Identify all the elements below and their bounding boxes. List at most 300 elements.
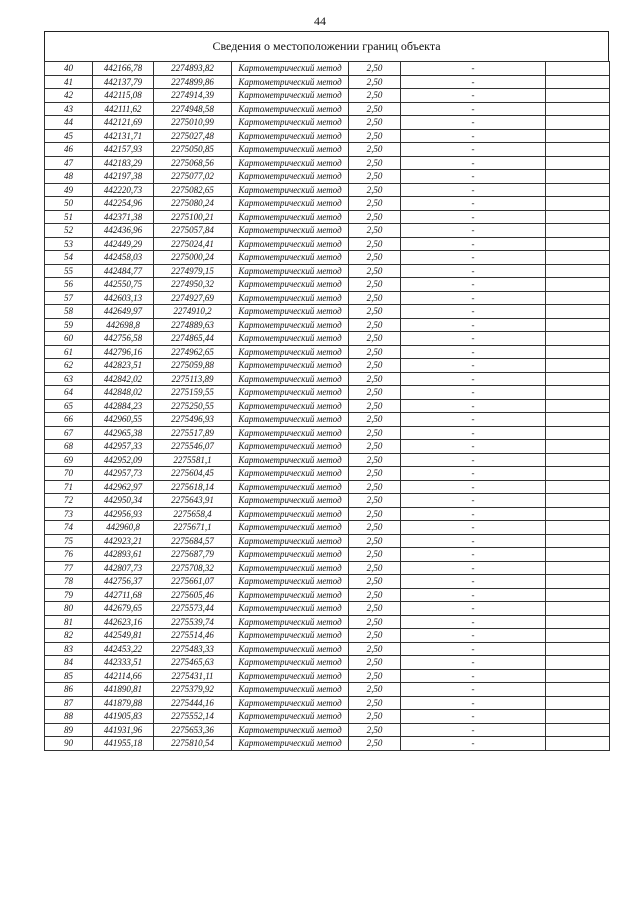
table-row — [45, 359, 610, 373]
description-cell: - — [401, 237, 546, 251]
description-cell: - — [401, 305, 546, 319]
method-cell: Картометрический метод — [232, 318, 349, 332]
description-cell: - — [401, 156, 546, 170]
point-number-cell: 41 — [45, 75, 93, 89]
precision-cell: 2,50 — [349, 399, 401, 413]
description-cell: - — [401, 345, 546, 359]
y-coordinate-cell: 2275057,84 — [154, 224, 232, 238]
extra-cell — [546, 413, 610, 427]
extra-cell — [546, 723, 610, 737]
extra-cell — [546, 62, 610, 76]
table-row — [45, 251, 610, 265]
table-row — [45, 332, 610, 346]
method-cell: Картометрический метод — [232, 264, 349, 278]
point-number-cell: 86 — [45, 683, 93, 697]
method-cell: Картометрический метод — [232, 588, 349, 602]
description-cell: - — [401, 494, 546, 508]
table-row — [45, 318, 610, 332]
point-number-cell: 62 — [45, 359, 93, 373]
point-number-cell: 45 — [45, 129, 93, 143]
description-cell: - — [401, 480, 546, 494]
x-coordinate-cell: 442603,13 — [93, 291, 154, 305]
method-cell: Картометрический метод — [232, 237, 349, 251]
precision-cell: 2,50 — [349, 602, 401, 616]
table-row — [45, 737, 610, 751]
table-row — [45, 548, 610, 562]
y-coordinate-cell: 2274910,2 — [154, 305, 232, 319]
method-cell: Картометрический метод — [232, 305, 349, 319]
precision-cell: 2,50 — [349, 696, 401, 710]
extra-cell — [546, 453, 610, 467]
point-number-cell: 77 — [45, 561, 93, 575]
point-number-cell: 84 — [45, 656, 93, 670]
y-coordinate-cell: 2275618,14 — [154, 480, 232, 494]
x-coordinate-cell: 442333,51 — [93, 656, 154, 670]
precision-cell: 2,50 — [349, 723, 401, 737]
precision-cell: 2,50 — [349, 75, 401, 89]
extra-cell — [546, 197, 610, 211]
method-cell: Картометрический метод — [232, 143, 349, 157]
point-number-cell: 49 — [45, 183, 93, 197]
method-cell: Картометрический метод — [232, 359, 349, 373]
table-row — [45, 629, 610, 643]
y-coordinate-cell: 2275027,48 — [154, 129, 232, 143]
point-number-cell: 66 — [45, 413, 93, 427]
description-cell: - — [401, 386, 546, 400]
point-number-cell: 81 — [45, 615, 93, 629]
page-number: 44 — [314, 14, 326, 28]
description-cell: - — [401, 588, 546, 602]
table-row — [45, 183, 610, 197]
extra-cell — [546, 561, 610, 575]
y-coordinate-cell: 2275444,16 — [154, 696, 232, 710]
x-coordinate-cell: 442848,02 — [93, 386, 154, 400]
description-cell: - — [401, 426, 546, 440]
y-coordinate-cell: 2275552,14 — [154, 710, 232, 724]
precision-cell: 2,50 — [349, 413, 401, 427]
precision-cell: 2,50 — [349, 372, 401, 386]
precision-cell: 2,50 — [349, 710, 401, 724]
extra-cell — [546, 426, 610, 440]
y-coordinate-cell: 2275010,99 — [154, 116, 232, 130]
document-sheet — [44, 31, 609, 751]
x-coordinate-cell: 442623,16 — [93, 615, 154, 629]
x-coordinate-cell: 442131,71 — [93, 129, 154, 143]
method-cell: Картометрический метод — [232, 183, 349, 197]
point-number-cell: 87 — [45, 696, 93, 710]
x-coordinate-cell: 442952,09 — [93, 453, 154, 467]
description-cell: - — [401, 143, 546, 157]
y-coordinate-cell: 2275658,4 — [154, 507, 232, 521]
point-number-cell: 61 — [45, 345, 93, 359]
table-row — [45, 494, 610, 508]
method-cell: Картометрический метод — [232, 251, 349, 265]
table-row — [45, 264, 610, 278]
y-coordinate-cell: 2275605,46 — [154, 588, 232, 602]
y-coordinate-cell: 2274899,86 — [154, 75, 232, 89]
x-coordinate-cell: 442649,97 — [93, 305, 154, 319]
point-number-cell: 44 — [45, 116, 93, 130]
precision-cell: 2,50 — [349, 386, 401, 400]
point-number-cell: 80 — [45, 602, 93, 616]
point-number-cell: 42 — [45, 89, 93, 103]
extra-cell — [546, 318, 610, 332]
y-coordinate-cell: 2275050,85 — [154, 143, 232, 157]
description-cell: - — [401, 183, 546, 197]
precision-cell: 2,50 — [349, 575, 401, 589]
precision-cell: 2,50 — [349, 237, 401, 251]
boundary-points-table — [44, 61, 610, 751]
table-row — [45, 399, 610, 413]
table-row — [45, 345, 610, 359]
table-row — [45, 291, 610, 305]
point-number-cell: 65 — [45, 399, 93, 413]
point-number-cell: 63 — [45, 372, 93, 386]
method-cell: Картометрический метод — [232, 737, 349, 751]
y-coordinate-cell: 2274962,65 — [154, 345, 232, 359]
precision-cell: 2,50 — [349, 669, 401, 683]
description-cell: - — [401, 737, 546, 751]
table-row — [45, 710, 610, 724]
method-cell: Картометрический метод — [232, 129, 349, 143]
extra-cell — [546, 683, 610, 697]
extra-cell — [546, 116, 610, 130]
y-coordinate-cell: 2275517,89 — [154, 426, 232, 440]
description-cell: - — [401, 210, 546, 224]
point-number-cell: 75 — [45, 534, 93, 548]
table-row — [45, 89, 610, 103]
extra-cell — [546, 710, 610, 724]
table-row — [45, 561, 610, 575]
point-number-cell: 69 — [45, 453, 93, 467]
point-number-cell: 64 — [45, 386, 93, 400]
x-coordinate-cell: 442960,8 — [93, 521, 154, 535]
table-row — [45, 534, 610, 548]
table-row — [45, 143, 610, 157]
method-cell: Картометрический метод — [232, 170, 349, 184]
precision-cell: 2,50 — [349, 170, 401, 184]
method-cell: Картометрический метод — [232, 710, 349, 724]
extra-cell — [546, 602, 610, 616]
method-cell: Картометрический метод — [232, 683, 349, 697]
y-coordinate-cell: 2275080,24 — [154, 197, 232, 211]
precision-cell: 2,50 — [349, 129, 401, 143]
precision-cell: 2,50 — [349, 89, 401, 103]
x-coordinate-cell: 442923,21 — [93, 534, 154, 548]
method-cell: Картометрический метод — [232, 548, 349, 562]
extra-cell — [546, 143, 610, 157]
description-cell: - — [401, 575, 546, 589]
point-number-cell: 89 — [45, 723, 93, 737]
description-cell: - — [401, 534, 546, 548]
y-coordinate-cell: 2275059,88 — [154, 359, 232, 373]
table-row — [45, 521, 610, 535]
extra-cell — [546, 656, 610, 670]
method-cell: Картометрический метод — [232, 89, 349, 103]
table-row — [45, 413, 610, 427]
method-cell: Картометрический метод — [232, 534, 349, 548]
description-cell: - — [401, 129, 546, 143]
precision-cell: 2,50 — [349, 143, 401, 157]
precision-cell: 2,50 — [349, 224, 401, 238]
table-row — [45, 480, 610, 494]
extra-cell — [546, 534, 610, 548]
point-number-cell: 76 — [45, 548, 93, 562]
method-cell: Картометрический метод — [232, 561, 349, 575]
precision-cell: 2,50 — [349, 102, 401, 116]
extra-cell — [546, 386, 610, 400]
method-cell: Картометрический метод — [232, 629, 349, 643]
method-cell: Картометрический метод — [232, 669, 349, 683]
precision-cell: 2,50 — [349, 291, 401, 305]
extra-cell — [546, 332, 610, 346]
point-number-cell: 88 — [45, 710, 93, 724]
extra-cell — [546, 305, 610, 319]
method-cell: Картометрический метод — [232, 480, 349, 494]
extra-cell — [546, 264, 610, 278]
y-coordinate-cell: 2275643,91 — [154, 494, 232, 508]
y-coordinate-cell: 2275546,07 — [154, 440, 232, 454]
y-coordinate-cell: 2275514,46 — [154, 629, 232, 643]
x-coordinate-cell: 442756,37 — [93, 575, 154, 589]
extra-cell — [546, 251, 610, 265]
point-number-cell: 59 — [45, 318, 93, 332]
y-coordinate-cell: 2275431,11 — [154, 669, 232, 683]
y-coordinate-cell: 2275684,57 — [154, 534, 232, 548]
table-row — [45, 278, 610, 292]
y-coordinate-cell: 2275581,1 — [154, 453, 232, 467]
description-cell: - — [401, 696, 546, 710]
precision-cell: 2,50 — [349, 629, 401, 643]
table-row — [45, 75, 610, 89]
description-cell: - — [401, 467, 546, 481]
point-number-cell: 71 — [45, 480, 93, 494]
table-row — [45, 129, 610, 143]
y-coordinate-cell: 2275250,55 — [154, 399, 232, 413]
precision-cell: 2,50 — [349, 453, 401, 467]
description-cell: - — [401, 332, 546, 346]
method-cell: Картометрический метод — [232, 575, 349, 589]
method-cell: Картометрический метод — [232, 116, 349, 130]
x-coordinate-cell: 442957,33 — [93, 440, 154, 454]
point-number-cell: 48 — [45, 170, 93, 184]
method-cell: Картометрический метод — [232, 521, 349, 535]
table-row — [45, 305, 610, 319]
table-title: Сведения о местоположении границ объекта — [212, 39, 441, 53]
description-cell: - — [401, 629, 546, 643]
description-cell: - — [401, 602, 546, 616]
description-cell: - — [401, 359, 546, 373]
x-coordinate-cell: 441890,81 — [93, 683, 154, 697]
description-cell: - — [401, 399, 546, 413]
precision-cell: 2,50 — [349, 480, 401, 494]
x-coordinate-cell: 442957,73 — [93, 467, 154, 481]
precision-cell: 2,50 — [349, 642, 401, 656]
point-number-cell: 43 — [45, 102, 93, 116]
y-coordinate-cell: 2275159,55 — [154, 386, 232, 400]
table-row — [45, 669, 610, 683]
x-coordinate-cell: 442679,65 — [93, 602, 154, 616]
x-coordinate-cell: 442756,58 — [93, 332, 154, 346]
point-number-cell: 56 — [45, 278, 93, 292]
y-coordinate-cell: 2275810,54 — [154, 737, 232, 751]
point-number-cell: 60 — [45, 332, 93, 346]
description-cell: - — [401, 251, 546, 265]
description-cell: - — [401, 413, 546, 427]
x-coordinate-cell: 442950,34 — [93, 494, 154, 508]
y-coordinate-cell: 2275082,65 — [154, 183, 232, 197]
description-cell: - — [401, 507, 546, 521]
description-cell: - — [401, 278, 546, 292]
precision-cell: 2,50 — [349, 683, 401, 697]
precision-cell: 2,50 — [349, 183, 401, 197]
precision-cell: 2,50 — [349, 62, 401, 76]
table-row — [45, 156, 610, 170]
x-coordinate-cell: 442371,38 — [93, 210, 154, 224]
method-cell: Картометрический метод — [232, 494, 349, 508]
method-cell: Картометрический метод — [232, 656, 349, 670]
point-number-cell: 55 — [45, 264, 93, 278]
table-row — [45, 210, 610, 224]
y-coordinate-cell: 2275496,93 — [154, 413, 232, 427]
extra-cell — [546, 75, 610, 89]
precision-cell: 2,50 — [349, 426, 401, 440]
precision-cell: 2,50 — [349, 332, 401, 346]
x-coordinate-cell: 442807,73 — [93, 561, 154, 575]
table-row — [45, 602, 610, 616]
precision-cell: 2,50 — [349, 116, 401, 130]
point-number-cell: 54 — [45, 251, 93, 265]
y-coordinate-cell: 2275483,33 — [154, 642, 232, 656]
extra-cell — [546, 237, 610, 251]
method-cell: Картометрический метод — [232, 332, 349, 346]
table-row — [45, 507, 610, 521]
point-number-cell: 85 — [45, 669, 93, 683]
extra-cell — [546, 210, 610, 224]
x-coordinate-cell: 441905,83 — [93, 710, 154, 724]
table-row — [45, 642, 610, 656]
x-coordinate-cell: 442823,51 — [93, 359, 154, 373]
y-coordinate-cell: 2275653,36 — [154, 723, 232, 737]
table-row — [45, 723, 610, 737]
y-coordinate-cell: 2275077,02 — [154, 170, 232, 184]
x-coordinate-cell: 442956,93 — [93, 507, 154, 521]
point-number-cell: 52 — [45, 224, 93, 238]
x-coordinate-cell: 441955,18 — [93, 737, 154, 751]
y-coordinate-cell: 2275661,07 — [154, 575, 232, 589]
precision-cell: 2,50 — [349, 318, 401, 332]
y-coordinate-cell: 2274948,58 — [154, 102, 232, 116]
x-coordinate-cell: 442137,79 — [93, 75, 154, 89]
method-cell: Картометрический метод — [232, 399, 349, 413]
y-coordinate-cell: 2274950,32 — [154, 278, 232, 292]
extra-cell — [546, 129, 610, 143]
description-cell: - — [401, 116, 546, 130]
y-coordinate-cell: 2275379,92 — [154, 683, 232, 697]
description-cell: - — [401, 197, 546, 211]
x-coordinate-cell: 442965,38 — [93, 426, 154, 440]
x-coordinate-cell: 442121,69 — [93, 116, 154, 130]
method-cell: Картометрический метод — [232, 440, 349, 454]
description-cell: - — [401, 318, 546, 332]
table-row — [45, 588, 610, 602]
table-header — [44, 31, 609, 61]
y-coordinate-cell: 2274865,44 — [154, 332, 232, 346]
method-cell: Картометрический метод — [232, 467, 349, 481]
x-coordinate-cell: 442962,97 — [93, 480, 154, 494]
table-row — [45, 102, 610, 116]
description-cell: - — [401, 656, 546, 670]
description-cell: - — [401, 521, 546, 535]
extra-cell — [546, 588, 610, 602]
extra-cell — [546, 359, 610, 373]
point-number-cell: 73 — [45, 507, 93, 521]
description-cell: - — [401, 440, 546, 454]
description-cell: - — [401, 372, 546, 386]
precision-cell: 2,50 — [349, 615, 401, 629]
precision-cell: 2,50 — [349, 521, 401, 535]
extra-cell — [546, 521, 610, 535]
table-row — [45, 440, 610, 454]
point-number-cell: 70 — [45, 467, 93, 481]
y-coordinate-cell: 2274914,39 — [154, 89, 232, 103]
y-coordinate-cell: 2274889,63 — [154, 318, 232, 332]
table-row — [45, 116, 610, 130]
point-number-cell: 40 — [45, 62, 93, 76]
description-cell: - — [401, 62, 546, 76]
y-coordinate-cell: 2275604,45 — [154, 467, 232, 481]
method-cell: Картометрический метод — [232, 345, 349, 359]
y-coordinate-cell: 2275113,89 — [154, 372, 232, 386]
x-coordinate-cell: 442115,08 — [93, 89, 154, 103]
extra-cell — [546, 89, 610, 103]
extra-cell — [546, 507, 610, 521]
y-coordinate-cell: 2275465,63 — [154, 656, 232, 670]
table-row — [45, 62, 610, 76]
description-cell: - — [401, 170, 546, 184]
x-coordinate-cell: 442711,68 — [93, 588, 154, 602]
extra-cell — [546, 224, 610, 238]
method-cell: Картометрический метод — [232, 413, 349, 427]
x-coordinate-cell: 442111,62 — [93, 102, 154, 116]
extra-cell — [546, 629, 610, 643]
extra-cell — [546, 440, 610, 454]
table-row — [45, 386, 610, 400]
table-row — [45, 575, 610, 589]
y-coordinate-cell: 2275000,24 — [154, 251, 232, 265]
point-number-cell: 51 — [45, 210, 93, 224]
point-number-cell: 47 — [45, 156, 93, 170]
extra-cell — [546, 480, 610, 494]
method-cell: Картометрический метод — [232, 602, 349, 616]
precision-cell: 2,50 — [349, 548, 401, 562]
x-coordinate-cell: 442698,8 — [93, 318, 154, 332]
x-coordinate-cell: 442893,61 — [93, 548, 154, 562]
method-cell: Картометрический метод — [232, 224, 349, 238]
point-number-cell: 79 — [45, 588, 93, 602]
description-cell: - — [401, 710, 546, 724]
precision-cell: 2,50 — [349, 588, 401, 602]
precision-cell: 2,50 — [349, 507, 401, 521]
y-coordinate-cell: 2274893,82 — [154, 62, 232, 76]
extra-cell — [546, 575, 610, 589]
x-coordinate-cell: 442960,55 — [93, 413, 154, 427]
description-cell: - — [401, 291, 546, 305]
point-number-cell: 72 — [45, 494, 93, 508]
method-cell: Картометрический метод — [232, 696, 349, 710]
y-coordinate-cell: 2275708,32 — [154, 561, 232, 575]
x-coordinate-cell: 442254,96 — [93, 197, 154, 211]
